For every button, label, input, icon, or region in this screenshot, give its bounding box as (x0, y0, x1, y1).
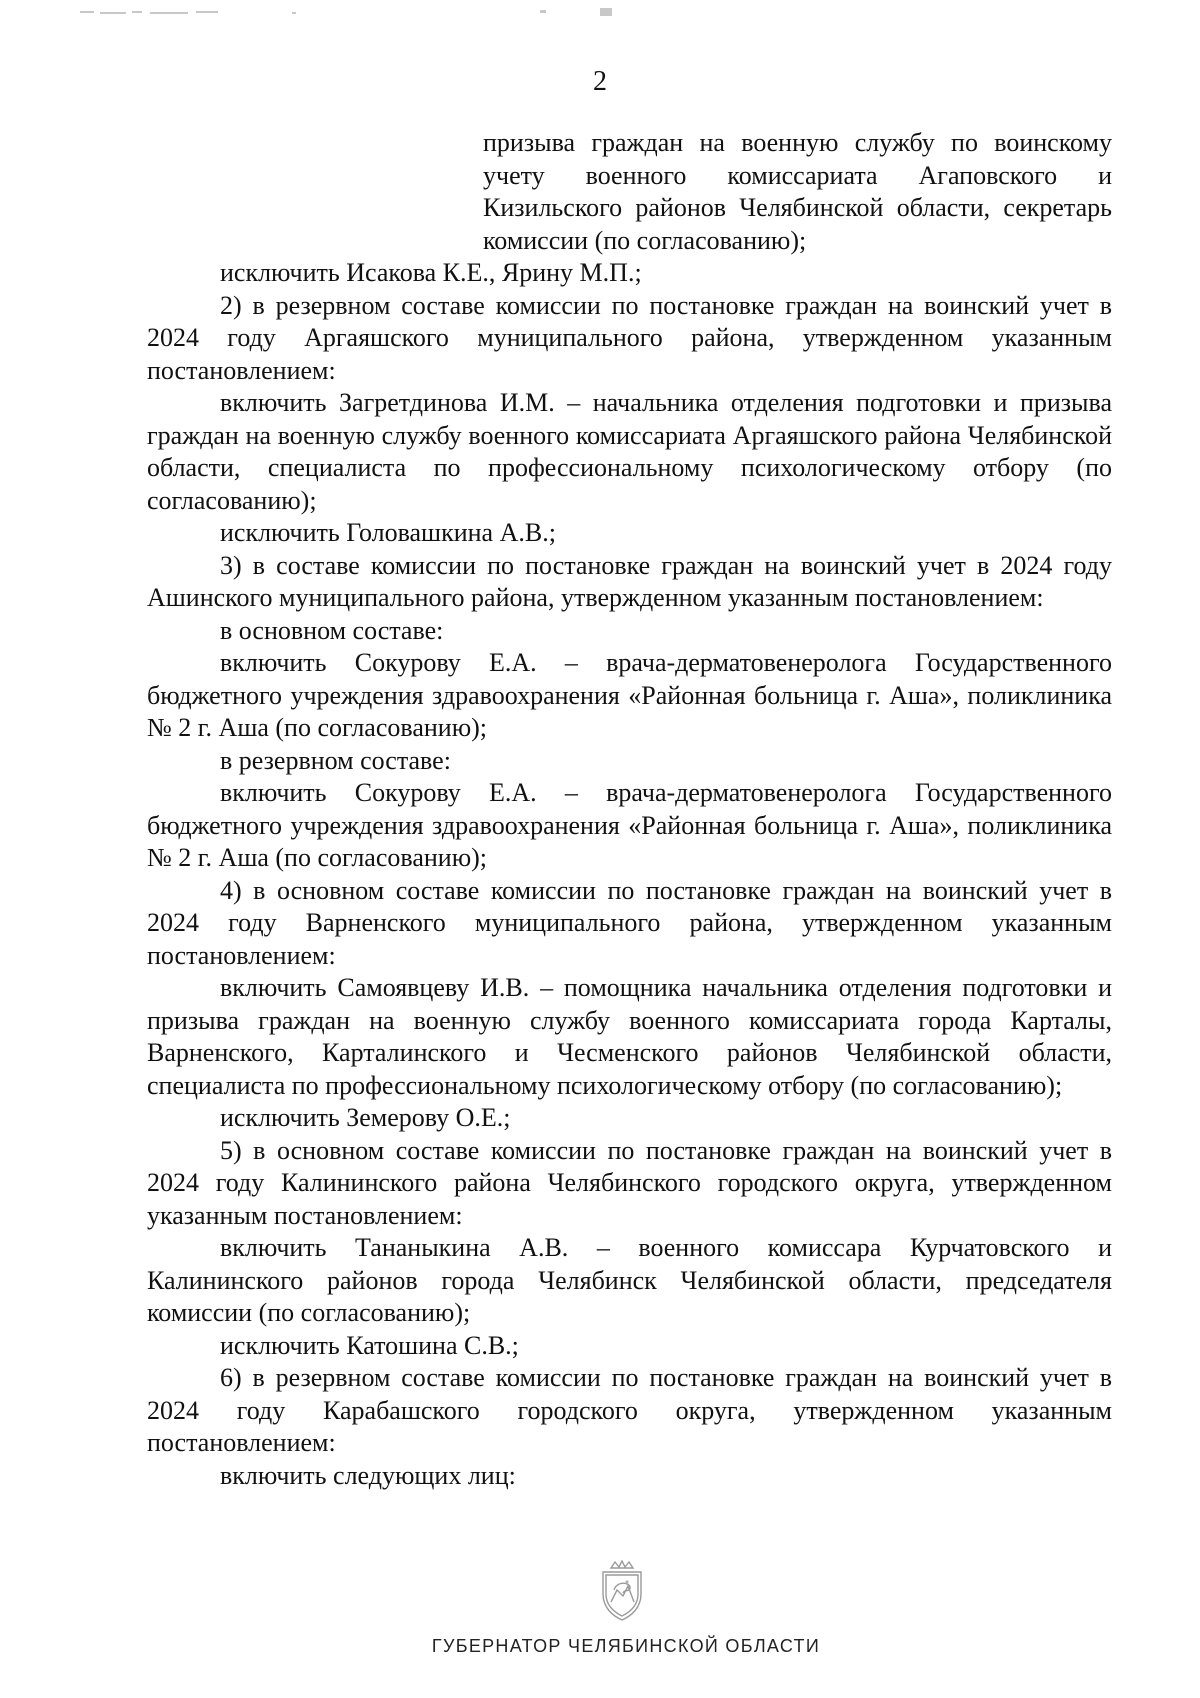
continued-entry: призыва граждан на военную службу по воинскому учету военного комиссариата Агаповского и Кизильского районов Челябинской области, секретарь комиссии (по согласованию); (483, 128, 1112, 255)
paragraph: включить Самоявцеву И.В. – помощника начальника отделения подготовки и призыва граждан на военную службу военного комиссариата города Карталы, Варненского, Карталинского и Чесменского районов Челябинской области, специалиста по профессиональному психологическому отбору (по согласованию); (147, 973, 1112, 1100)
paragraph: 4) в основном составе комиссии по постановке граждан на воинский учет в 2024 году Варненского муниципального района, утвержденном указанным постановлением: (147, 875, 1112, 970)
page-number: 2 (593, 66, 607, 97)
document-body (147, 127, 1112, 1492)
paragraph: в резервном составе: (220, 745, 451, 775)
signatory-caption: ГУБЕРНАТОР ЧЕЛЯБИНСКОЙ ОБЛАСТИ (431, 1636, 821, 1656)
paragraph: 2) в резервном составе комиссии по постановке граждан на воинский учет в 2024 году Аргаяшского муниципального района, утвержденном указанным постановлением: (147, 290, 1112, 385)
paragraph: исключить Земерову О.Е.; (220, 1103, 511, 1132)
paragraph: 5) в основном составе комиссии по постановке граждан на воинский учет в 2024 году Калининского района Челябинского городского округа, утвержденном указанным постановлением: (147, 1135, 1112, 1230)
paragraph: включить Сокурову Е.А. – врача-дерматовенеролога Государственного бюджетного учреждения здравоохранения «Районная больница г. Аша», поликлиника № 2 г. Аша (по согласованию); (147, 778, 1112, 872)
paragraph: 6) в резервном составе комиссии по постановке граждан на воинский учет в 2024 году Карабашского городского округа, утвержденном указанным постановлением: (147, 1363, 1112, 1457)
paragraph: исключить Головашкина А.В.; (220, 518, 556, 547)
paragraph: в основном составе: (220, 615, 444, 645)
paragraph: 3) в составе комиссии по постановке граждан на воинский учет в 2024 году Ашинского муниципального района, утвержденном указанным постановлением: (147, 550, 1112, 612)
paragraph: исключить Катошина С.В.; (220, 1330, 519, 1360)
paragraph: включить следующих лиц: (220, 1460, 516, 1490)
paragraph: включить Загретдинова И.М. – начальника отделения подготовки и призыва граждан на военную службу военного комиссариата Аргаяшского района Челябинской области, специалиста по профессиональному психологическому отбору (по согласованию); (147, 388, 1112, 515)
paragraph: включить Сокурову Е.А. – врача-дерматовенеролога Государственного бюджетного учреждения здравоохранения «Районная больница г. Аша», поликлиника № 2 г. Аша (по согласованию); (147, 648, 1112, 742)
scan-artifact (80, 6, 700, 20)
paragraph: исключить Исакова К.Е., Ярину М.П.; (220, 258, 642, 287)
coat-of-arms-icon (597, 1560, 647, 1622)
paragraph: включить Тананыкина А.В. – военного комиссара Курчатовского и Калининского районов города Челябинск Челябинской области, председателя комиссии (по согласованию); (147, 1233, 1112, 1327)
